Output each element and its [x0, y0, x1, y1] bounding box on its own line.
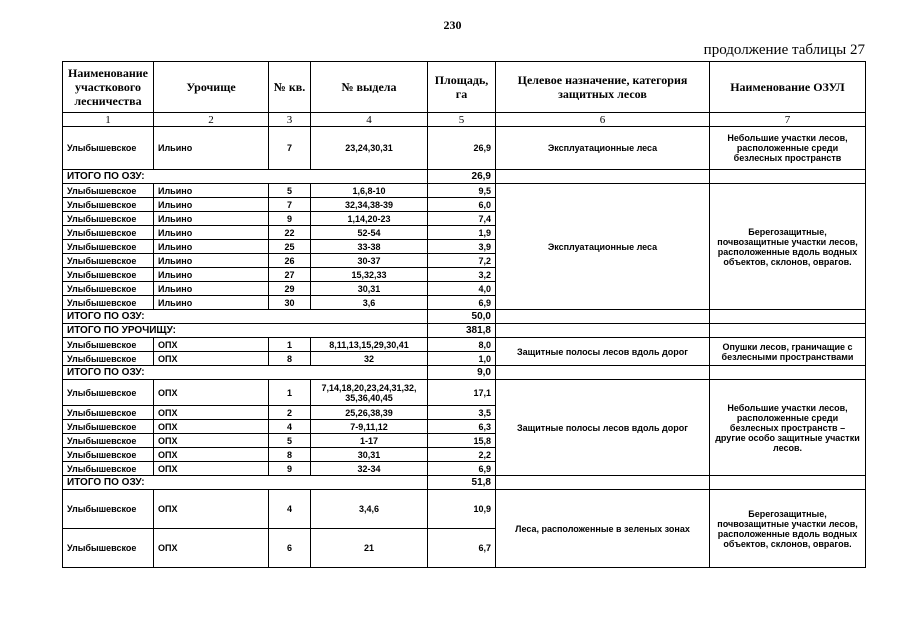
table-row: [63, 338, 866, 352]
cell-allotment: 7,14,18,20,23,24,31,32, 35,36,40,45: [311, 380, 428, 406]
cell-quarter: 1: [269, 380, 311, 406]
cell-quarter: 29: [269, 282, 311, 296]
cell-area: 4,0: [428, 282, 496, 296]
cell-area: 6,0: [428, 198, 496, 212]
total-value: 50,0: [428, 310, 496, 324]
cell-forestry: Улыбышевское: [63, 184, 154, 198]
cell-tract: ОПХ: [154, 434, 269, 448]
header-tract: Урочище: [154, 62, 269, 113]
cell-quarter: 5: [269, 434, 311, 448]
cell-forestry: Улыбышевское: [63, 268, 154, 282]
empty-cell: [496, 324, 710, 338]
cell-forestry: Улыбышевское: [63, 127, 154, 170]
page-number: 230: [443, 18, 462, 32]
cell-area: 7,4: [428, 212, 496, 226]
cell-area: 3,2: [428, 268, 496, 282]
cell-allotment: 15,32,33: [311, 268, 428, 282]
cell-purpose: Эксплуатационные леса: [496, 184, 710, 310]
cell-area: 6,9: [428, 462, 496, 476]
forest-table: [62, 61, 866, 568]
column-number: 4: [311, 113, 428, 127]
tract-total-value: 381,8: [428, 324, 496, 338]
cell-purpose: Защитные полосы лесов вдоль дорог: [496, 380, 710, 476]
header-allotment: № выдела: [311, 62, 428, 113]
cell-purpose: Эксплуатационные леса: [496, 127, 710, 170]
cell-forestry: Улыбышевское: [63, 282, 154, 296]
empty-cell: [496, 170, 710, 184]
empty-cell: [710, 310, 866, 324]
table-continuation-label: продолжение таблицы 27: [703, 42, 865, 58]
cell-area: 26,9: [428, 127, 496, 170]
cell-forestry: Улыбышевское: [63, 420, 154, 434]
column-number: 2: [154, 113, 269, 127]
cell-tract: ОПХ: [154, 490, 269, 529]
empty-cell: [710, 366, 866, 380]
cell-allotment: 25,26,38,39: [311, 406, 428, 420]
cell-area: 7,2: [428, 254, 496, 268]
cell-purpose: Леса, расположенные в зеленых зонах: [496, 490, 710, 568]
cell-quarter: 4: [269, 490, 311, 529]
empty-cell: [496, 476, 710, 490]
column-number: 1: [63, 113, 154, 127]
cell-area: 17,1: [428, 380, 496, 406]
cell-quarter: 8: [269, 448, 311, 462]
cell-forestry: Улыбышевское: [63, 434, 154, 448]
cell-area: 10,9: [428, 490, 496, 529]
cell-allotment: 32-34: [311, 462, 428, 476]
empty-cell: [710, 476, 866, 490]
cell-area: 2,2: [428, 448, 496, 462]
cell-area: 3,9: [428, 240, 496, 254]
cell-forestry: Улыбышевское: [63, 462, 154, 476]
cell-quarter: 9: [269, 212, 311, 226]
cell-quarter: 27: [269, 268, 311, 282]
table-row: [63, 380, 866, 406]
header-purpose: Целевое назначение, категория защитных лесов: [496, 62, 710, 113]
header-quarter: № кв.: [269, 62, 311, 113]
cell-purpose: Защитные полосы лесов вдоль дорог: [496, 338, 710, 366]
cell-allotment: 33-38: [311, 240, 428, 254]
cell-tract: Ильино: [154, 282, 269, 296]
header-forestry: Наименование участкового лесничества: [63, 62, 154, 113]
empty-cell: [496, 366, 710, 380]
cell-quarter: 4: [269, 420, 311, 434]
cell-area: 3,5: [428, 406, 496, 420]
cell-area: 15,8: [428, 434, 496, 448]
cell-tract: Ильино: [154, 212, 269, 226]
cell-forestry: Улыбышевское: [63, 198, 154, 212]
cell-area: 1,0: [428, 352, 496, 366]
total-label: ИТОГО ПО ОЗУ:: [63, 366, 428, 380]
cell-ozul: Опушки лесов, граничащие с безлесными пространствами: [710, 338, 866, 366]
cell-forestry: Улыбышевское: [63, 490, 154, 529]
cell-allotment: 23,24,30,31: [311, 127, 428, 170]
cell-forestry: Улыбышевское: [63, 380, 154, 406]
cell-forestry: Улыбышевское: [63, 226, 154, 240]
cell-ozul: Берегозащитные, почвозащитные участки лесов, расположенные вдоль водных объектов, склонов, оврагов.: [710, 490, 866, 568]
cell-area: 8,0: [428, 338, 496, 352]
table-row: [63, 127, 866, 170]
total-label: ИТОГО ПО ОЗУ:: [63, 310, 428, 324]
column-number: 5: [428, 113, 496, 127]
cell-tract: ОПХ: [154, 352, 269, 366]
cell-quarter: 8: [269, 352, 311, 366]
tract-total-label: ИТОГО ПО УРОЧИЩУ:: [63, 324, 428, 338]
cell-tract: Ильино: [154, 296, 269, 310]
cell-quarter: 30: [269, 296, 311, 310]
cell-tract: ОПХ: [154, 338, 269, 352]
cell-forestry: Улыбышевское: [63, 448, 154, 462]
cell-forestry: Улыбышевское: [63, 254, 154, 268]
cell-allotment: 32,34,38-39: [311, 198, 428, 212]
cell-tract: Ильино: [154, 254, 269, 268]
cell-quarter: 6: [269, 529, 311, 568]
cell-tract: ОПХ: [154, 529, 269, 568]
empty-cell: [710, 324, 866, 338]
cell-quarter: 7: [269, 127, 311, 170]
total-value: 26,9: [428, 170, 496, 184]
total-value: 9,0: [428, 366, 496, 380]
total-row: [63, 310, 866, 324]
cell-allotment: 32: [311, 352, 428, 366]
header-area: Площадь, га: [428, 62, 496, 113]
cell-quarter: 9: [269, 462, 311, 476]
cell-quarter: 2: [269, 406, 311, 420]
cell-forestry: Улыбышевское: [63, 240, 154, 254]
total-value: 51,8: [428, 476, 496, 490]
cell-allotment: 52-54: [311, 226, 428, 240]
header-ozul: Наименование ОЗУЛ: [710, 62, 866, 113]
cell-area: 6,9: [428, 296, 496, 310]
column-number: 6: [496, 113, 710, 127]
table-row: [63, 490, 866, 529]
cell-tract: Ильино: [154, 184, 269, 198]
cell-allotment: 1,14,20-23: [311, 212, 428, 226]
empty-cell: [496, 310, 710, 324]
table-row: [63, 184, 866, 198]
cell-quarter: 22: [269, 226, 311, 240]
cell-allotment: 1,6,8-10: [311, 184, 428, 198]
total-label: ИТОГО ПО ОЗУ:: [63, 476, 428, 490]
cell-area: 6,7: [428, 529, 496, 568]
cell-allotment: 21: [311, 529, 428, 568]
empty-cell: [710, 170, 866, 184]
cell-ozul: Небольшие участки лесов, расположенные среди безлесных пространств: [710, 127, 866, 170]
cell-quarter: 7: [269, 198, 311, 212]
cell-ozul: Берегозащитные, почвозащитные участки лесов, расположенные вдоль водных объектов, склонов, оврагов.: [710, 184, 866, 310]
cell-area: 9,5: [428, 184, 496, 198]
cell-allotment: 3,4,6: [311, 490, 428, 529]
column-number-row: [63, 113, 866, 127]
cell-allotment: 30,31: [311, 282, 428, 296]
cell-quarter: 26: [269, 254, 311, 268]
tract-total-row: [63, 324, 866, 338]
cell-allotment: 3,6: [311, 296, 428, 310]
cell-tract: Ильино: [154, 268, 269, 282]
cell-allotment: 7-9,11,12: [311, 420, 428, 434]
cell-ozul: Небольшие участки лесов, расположенные среди безлесных пространств – другие особо защитные участки лесов.: [710, 380, 866, 476]
cell-quarter: 1: [269, 338, 311, 352]
cell-tract: Ильино: [154, 198, 269, 212]
cell-tract: Ильино: [154, 226, 269, 240]
cell-tract: ОПХ: [154, 380, 269, 406]
cell-forestry: Улыбышевское: [63, 338, 154, 352]
cell-tract: ОПХ: [154, 406, 269, 420]
cell-quarter: 25: [269, 240, 311, 254]
cell-area: 1,9: [428, 226, 496, 240]
cell-tract: Ильино: [154, 240, 269, 254]
cell-tract: ОПХ: [154, 420, 269, 434]
column-number: 3: [269, 113, 311, 127]
cell-allotment: 30,31: [311, 448, 428, 462]
column-number: 7: [710, 113, 866, 127]
total-row: [63, 476, 866, 490]
cell-quarter: 5: [269, 184, 311, 198]
cell-area: 6,3: [428, 420, 496, 434]
cell-forestry: Улыбышевское: [63, 296, 154, 310]
cell-allotment: 8,11,13,15,29,30,41: [311, 338, 428, 352]
total-label: ИТОГО ПО ОЗУ:: [63, 170, 428, 184]
cell-tract: ОПХ: [154, 462, 269, 476]
cell-allotment: 30-37: [311, 254, 428, 268]
cell-allotment: 1-17: [311, 434, 428, 448]
table-header-row: [63, 62, 866, 113]
cell-forestry: Улыбышевское: [63, 406, 154, 420]
total-row: [63, 366, 866, 380]
cell-forestry: Улыбышевское: [63, 529, 154, 568]
cell-forestry: Улыбышевское: [63, 352, 154, 366]
cell-tract: Ильино: [154, 127, 269, 170]
cell-tract: ОПХ: [154, 448, 269, 462]
cell-forestry: Улыбышевское: [63, 212, 154, 226]
total-row: [63, 170, 866, 184]
